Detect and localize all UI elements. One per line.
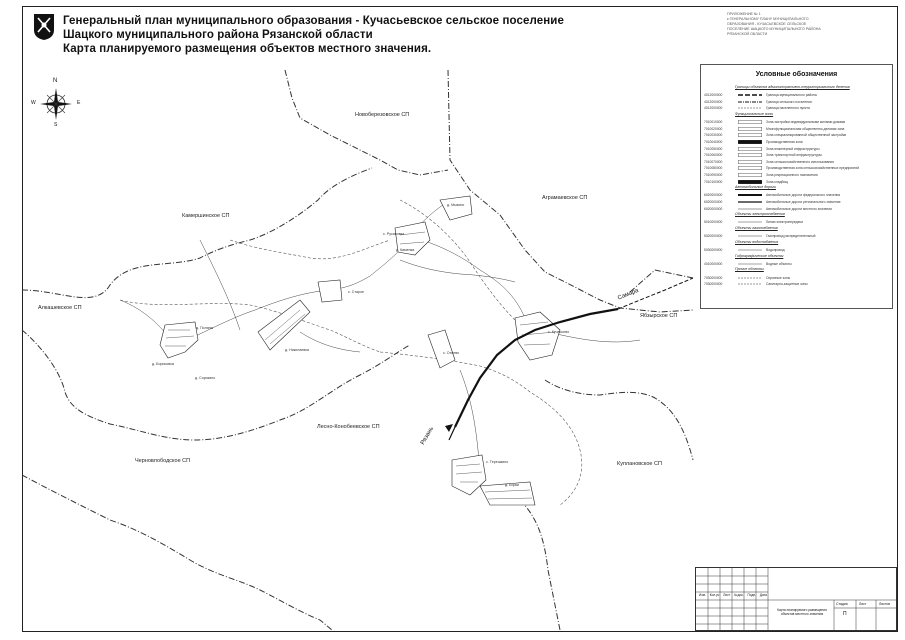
legend-item-label: Зона сельскохозяйственного использования (766, 159, 834, 164)
legend-symbol-icon (738, 220, 762, 224)
legend-item-label: Санитарно-защитные зоны (766, 282, 808, 287)
title-block-col-heads: Изм. Кол.уч Лист №док. Подп. Дата (698, 593, 767, 597)
settlements (160, 196, 560, 505)
approval-stamp: ПРИЛОЖЕНИЕ № 1 к ГЕНЕРАЛЬНОМУ ПЛАНУ МУНИЦИПАЛЬНОГО ОБРАЗОВАНИЯ - КУЧАСЬЕВСКОЕ СЕЛЬСКОЕ ПОСЕЛЕНИЕ ШАЦКОГО МУНИЦИПАЛЬНОГО РАЙОНА РЯЗАНСКОЙ ОБЛАСТИ (727, 12, 821, 36)
legend-item-label: Многофункциональная общественно-деловая зона (766, 126, 845, 131)
legend-item (704, 233, 892, 239)
legend-item-code: 7010010000 (704, 120, 723, 125)
legend-item (704, 247, 892, 253)
legend-section-heading: Границы объектов административно-территориального деления (735, 85, 850, 89)
region-kamyshinskoe: Камершинское СП (182, 213, 230, 219)
legend-title: Условные обозначения (755, 71, 838, 78)
legend-item-label: Газопровод распределительный (766, 234, 816, 239)
road-label-ryazan: Рязань (420, 426, 435, 446)
legend-item-code: 6020000000 (704, 206, 723, 211)
legend-symbol-icon (738, 166, 762, 170)
legend-item (704, 165, 892, 171)
legend-item-label: Автомобильные дороги местного значения (766, 206, 832, 211)
road-label-samara: Самара (617, 287, 640, 302)
region-yaburskoe: Ябзырское СП (640, 313, 678, 319)
legend-item-label: Производственная зона (766, 140, 803, 144)
map-legend (700, 64, 893, 309)
legend-item-label: Зона инженерной инфраструктуры (766, 146, 820, 151)
legend-symbol-icon (738, 262, 762, 266)
legend-symbol-icon (738, 127, 762, 131)
title-block-stage-value: П (843, 611, 847, 617)
legend-item (704, 92, 892, 98)
legend-item-code: 4012000000 (704, 99, 723, 104)
legend-item-label: Водные объекты (766, 261, 792, 266)
legend-section-heading: Объекты электроснабжения (735, 212, 785, 217)
title-block-stage-label: Стадия (836, 602, 848, 606)
legend-item-code: 7010100000 (704, 179, 723, 184)
legend-symbol-icon (738, 100, 762, 104)
legend-symbol-icon (738, 160, 762, 164)
compass-south: S (54, 122, 58, 128)
legend-item-label: Автомобильные дороги регионального значения (766, 200, 841, 204)
map-title-line-1: Генеральный план муниципального образования - Кучасьевское сельское поселение (63, 15, 564, 27)
legend-item-label: Зона застройки индивидуальными жилыми домами (766, 120, 846, 125)
legend-item-code: 4012000000 (704, 106, 723, 111)
legend-item-code: 7010090000 (704, 173, 723, 177)
legend-item-label: Автомобильные дороги федерального значения (766, 193, 841, 198)
region-lesno-konoblevskoe: Лесно-Конобеевское СП (317, 424, 380, 430)
compass-east: E (77, 100, 81, 106)
local-roads (120, 200, 640, 495)
region-agrobaevskoe: Аграмаевское СП (542, 195, 588, 201)
legend-item-code: 4012000000 (704, 93, 723, 98)
legend-symbol-icon (738, 133, 762, 137)
place-sorokino: д. Сорокино (195, 376, 216, 380)
legend-item-label: Зона специализированной общественной застройки (766, 133, 847, 138)
legend-item-label: Граница сельского поселения (766, 99, 812, 104)
legend-item (704, 152, 892, 158)
legend-item (704, 105, 892, 111)
legend-symbol-icon (738, 106, 762, 110)
legend-item (704, 219, 892, 225)
legend-item (704, 139, 892, 145)
legend-symbol-icon (738, 207, 762, 211)
legend-item-code: 5030000000 (704, 248, 723, 252)
legend-item (704, 146, 892, 152)
district-boundaries (22, 70, 693, 630)
legend-section-heading: Автомобильные дороги (735, 185, 776, 190)
legend-symbol-icon (738, 193, 762, 197)
legend-item-code: 4010000000 (704, 261, 723, 266)
legend-symbol-icon (738, 282, 762, 286)
legend-item (704, 179, 892, 185)
legend-item-code: 7010020000 (704, 126, 723, 131)
title-block-sheet-label: Лист (859, 602, 867, 606)
title-block-grid (696, 568, 898, 632)
map-title-line-2: Шацкого муниципального района Рязанской области (63, 29, 373, 41)
legend-item (704, 199, 892, 205)
legend-item-label: Охранные зоны (766, 275, 791, 280)
legend-item-code: 6020000000 (704, 193, 723, 198)
legend-item-label: Зона рекреационного назначения (766, 173, 818, 177)
legend-symbol-icon (738, 120, 762, 124)
legend-section-heading: Гидрографические объекты (735, 253, 784, 258)
region-kuplanovskoe: Куплановское СП (617, 461, 662, 467)
legend-item-code: 7010030000 (704, 133, 723, 138)
legend-symbol-icon (738, 276, 762, 280)
legend-symbol-icon (738, 248, 762, 252)
place-mashkovo: д. Мызино (447, 203, 465, 207)
place-nikolayevka: д. Николаевка (285, 348, 309, 352)
title-block-sheets-label: Листов (879, 602, 891, 606)
legend-item (704, 126, 892, 132)
legend-item (704, 281, 892, 287)
compass-rose-icon (36, 84, 76, 124)
place-borki: д. Борки (505, 483, 520, 487)
legend-item (704, 261, 892, 267)
legend-symbol-icon (738, 93, 762, 97)
region-novoberezovskoe: Новоберезовское СП (355, 112, 410, 118)
legend-item (704, 172, 892, 178)
legend-item (704, 206, 892, 212)
place-borisovka: д. Борисовка (152, 362, 174, 366)
legend-item (704, 132, 892, 138)
legend-item (704, 275, 892, 281)
place-polyany: д. Поляны (196, 326, 214, 330)
region-chernoslobodskoe: Черновлободское СП (135, 458, 191, 464)
compass-west: W (31, 100, 36, 106)
place-kamenka: д. Каменка (396, 248, 415, 252)
legend-item-code: 7010080000 (704, 166, 723, 171)
region-alkashevskoe: Алкашевское СП (38, 305, 82, 311)
legend-item-label: Граница муниципального района (766, 93, 817, 98)
legend-item-label: Граница населенного пункта (766, 106, 810, 111)
title-block-description: Карта планируемого размещения объектов местного значения (777, 608, 827, 616)
place-otenevo: с. Отеево (443, 351, 460, 355)
legend-item-code: 7030000000 (704, 282, 723, 287)
legend-item-code: 6020000000 (704, 200, 723, 204)
legend-item-code: 7010050000 (704, 146, 723, 151)
place-terekhovka: с. Терешкино (486, 460, 509, 464)
legend-item-label: Зона транспортной инфраструктуры (766, 153, 822, 158)
legend-item (704, 192, 892, 198)
legend-symbol-icon (738, 173, 762, 177)
legend-item (704, 99, 892, 105)
legend-item-code: 5010000000 (704, 220, 723, 225)
legend-symbol-icon (738, 234, 762, 238)
legend-item-label: Зона кладбищ (766, 179, 788, 184)
legend-item (704, 159, 892, 165)
legend-item-code: 7030000000 (704, 275, 723, 280)
legend-item-label: Водопровод (766, 248, 785, 252)
legend-section-heading: Прочие объекты (735, 267, 764, 272)
legend-item-label: Производственная зона сельскохозяйственных предприятий (766, 166, 860, 171)
place-stariy: с. Старое (348, 290, 364, 294)
legend-item-code: 7010040000 (704, 140, 723, 144)
map-title-line-3: Карта планируемого размещения объектов местного значения. (63, 43, 432, 55)
place-rusanovka: с. Русановка (383, 232, 405, 236)
legend-section-heading: Объекты водоснабжения (735, 239, 779, 244)
legend-item (704, 119, 892, 125)
legend-item-code: 7010070000 (704, 159, 723, 164)
legend-section-heading: Функциональные зоны (735, 112, 774, 116)
legend-item-code: 7010060000 (704, 153, 723, 158)
legend-symbol-icon (738, 153, 762, 157)
legend-section-heading: Объекты газоснабжения (735, 226, 778, 230)
place-kuchasievo: с. Кучасьево (548, 330, 570, 334)
legend-symbol-icon (738, 200, 762, 204)
road-arrow-icon (445, 424, 453, 432)
legend-symbol-icon (738, 140, 762, 144)
legend-symbol-icon (738, 147, 762, 151)
drawing-title-block (695, 567, 897, 631)
legend-item-code: 5020000000 (704, 234, 723, 239)
legend-item-label: Линии электропередачи (766, 220, 803, 225)
settlement-hatching (165, 232, 555, 499)
compass-north: N (53, 78, 58, 84)
legend-symbol-icon (738, 180, 762, 184)
